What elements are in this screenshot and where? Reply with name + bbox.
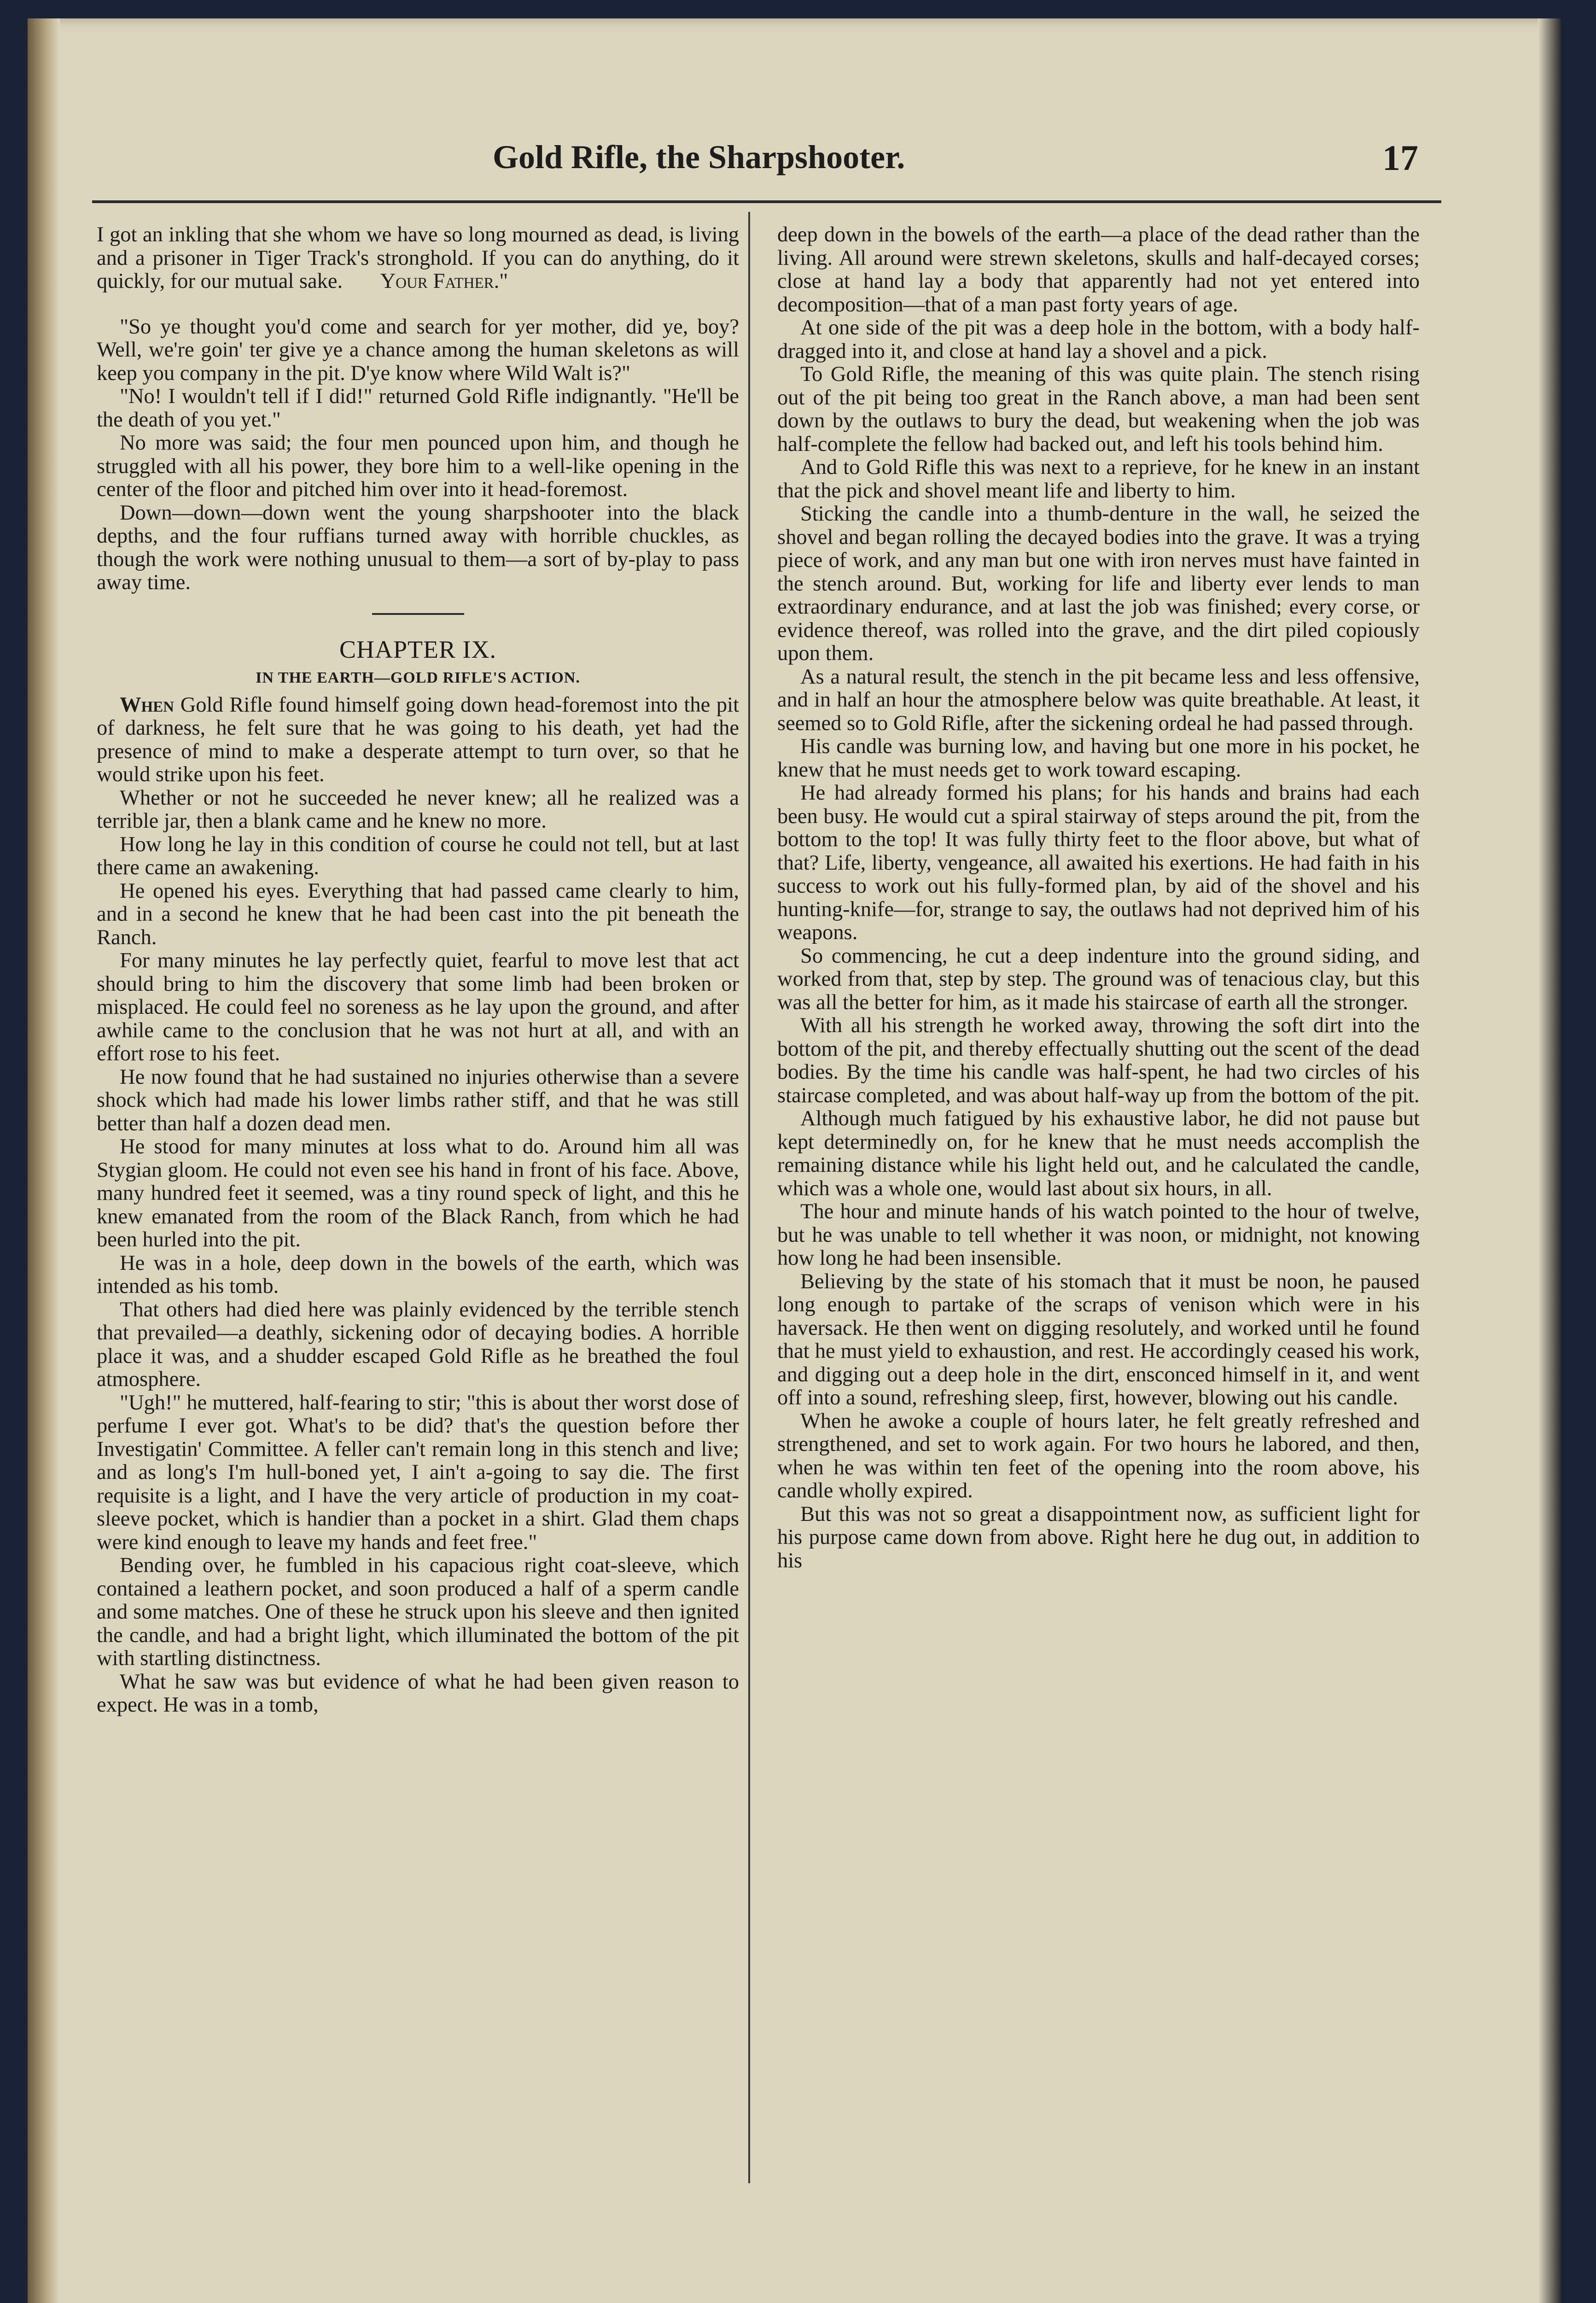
paragraph: At one side of the pit was a deep hole in the bottom, with a body half-dragged into it, and close at hand lay a shovel and a pick.: [777, 316, 1420, 363]
paragraph: Down—down—down went the young sharpshooter into the black depths, and the four ruffians turned away with horrible chuckles, as though the work were nothing unusual to them—a sort of by-play to pass away time.: [97, 501, 739, 594]
page-edge: [1538, 18, 1561, 2303]
right-column: [777, 223, 1420, 2204]
paragraph: "Ugh!" he muttered, half-fearing to stir; "this is about ther worst dose of perfume I ever got. What's to be did? that's the question before ther Investigatin' Committee. A feller can't remain long in this stench and live; and as long's I'm hull-boned yet, I ain't a-going to say die. The first requisite is a light, and I have the very article of production in my coat-sleeve pocket, which is handier than a pocket in a shirt. Glad them chaps were kind enough to leave my hands and feet free.": [97, 1391, 739, 1554]
paragraph: Whether or not he succeeded he never knew; all he realized was a terrible jar, then a blank came and he knew no more.: [97, 786, 739, 833]
running-head: Gold Rifle, the Sharpshooter.: [493, 139, 905, 175]
page-binding-shadow: [28, 18, 60, 2303]
paragraph: [97, 694, 739, 787]
section-rule: [372, 613, 464, 615]
book-page: [28, 18, 1561, 2303]
paragraph: He had already formed his plans; for his hands and brains had each been busy. He would cut a spiral stairway of steps around the pit, from the bottom to the top! It was fully thirty feet to the floor above, but what of that? Life, liberty, vengeance, all awaited his exertions. He had faith in his success to work out his fully-formed plan, by aid of the shovel and his hunting-knife—for, strange to say, the outlaws had not deprived him of his weapons.: [777, 781, 1420, 944]
paragraph: But this was not so great a disappointment now, as sufficient light for his purpose came down from above. Right here he dug out, in addition to his: [777, 1502, 1420, 1572]
paragraph: Sticking the candle into a thumb-denture in the wall, he seized the shovel and began rolling the decayed bodies into the grave. It was a trying piece of work, and any man but one with iron nerves must have fainted in the stench around. But, working for life and liberty ever lends to man extraordinary endurance, and at last the job was finished; every corse, or evidence thereof, was rolled into the grave, and the dirt piled copiously upon them.: [777, 502, 1420, 665]
paragraph: His candle was burning low, and having but one more in his pocket, he knew that he must needs get to work toward escaping.: [777, 735, 1420, 782]
paragraph: With all his strength he worked away, throwing the soft dirt into the bottom of the pit, and thereby effectually shutting out the scent of the dead bodies. By the time his candle was half-spent, he had two circles of his staircase completed, and was about half-way up from the bottom of the pit.: [777, 1014, 1420, 1107]
paragraph: For many minutes he lay perfectly quiet, fearful to move lest that act should bring to him the discovery that some limb had been broken or misplaced. He could feel no soreness as he lay upon the ground, and after awhile came to the conclusion that he was not hurt at all, and with an effort rose to his feet.: [97, 949, 739, 1065]
paragraph: The hour and minute hands of his watch pointed to the hour of twelve, but he was unable to tell whether it was noon, or midnight, not knowing how long he had been insensible.: [777, 1200, 1420, 1270]
letter-signature: Your Father.": [380, 269, 508, 293]
paragraph-text: Gold Rifle found himself going down head-foremost into the pit of darkness, he felt sure that he was going to his death, yet had the presence of mind to make a desperate attempt to turn over, so that he would strike upon his feet.: [97, 693, 739, 786]
paragraph: When he awoke a couple of hours later, he felt greatly refreshed and strengthened, and set to work again. For two hours he labored, and then, when he was within ten feet of the opening into the room above, his candle wholly expired.: [777, 1409, 1420, 1502]
letter-text: I got an inkling that she whom we have so long mourned as dead, is living and a prisoner in Tiger Track's stronghold. If you can do anything, do it quickly, for our mutual sake.: [97, 223, 739, 293]
paragraph: And to Gold Rifle this was next to a reprieve, for he knew in an instant that the pick and shovel meant life and liberty to him.: [777, 456, 1420, 503]
paragraph: He was in a hole, deep down in the bowels of the earth, which was intended as his tomb.: [97, 1251, 739, 1298]
paragraph: "No! I wouldn't tell if I did!" returned Gold Rifle indignantly. "He'll be the death of you yet.": [97, 385, 739, 432]
paragraph: He opened his eyes. Everything that had passed came clearly to him, and in a second he knew that he had been cast into the pit beneath the Ranch.: [97, 879, 739, 949]
paragraph: How long he lay in this condition of course he could not tell, but at last there came an awakening.: [97, 832, 739, 879]
column-divider: [748, 212, 750, 2183]
chapter-subtitle: IN THE EARTH—GOLD RIFLE'S ACTION.: [256, 669, 580, 686]
paragraph: "So ye thought you'd come and search for yer mother, did ye, boy? Well, we're goin' ter give ye a chance among the human skeletons as will keep you company in the pit. D'ye know where Wild Walt is?": [97, 315, 739, 385]
paragraph: Believing by the state of his stomach that it must be noon, he paused long enough to partake of the scraps of venison which were in his haversack. He then went on digging resolutely, and worked until he found that he must yield to exhaustion, and rest. He accordingly ceased his work, and digging out a deep hole in the dirt, ensconced himself in it, and went off into a sound, refreshing sleep, first, however, blowing out his candle.: [777, 1269, 1420, 1409]
paragraph: As a natural result, the stench in the pit became less and less offensive, and in half an hour the atmosphere below was quite breathable. At least, it seemed so to Gold Rifle, after the sickening ordeal he had passed through.: [777, 665, 1420, 735]
paragraph: deep down in the bowels of the earth—a place of the dead rather than the living. All around were strewn skeletons, skulls and half-decayed corses; close at hand lay a body that apparently had not yet entered into decomposition—that of a man past forty years of age.: [777, 223, 1420, 316]
paragraph: Bending over, he fumbled in his capacious right coat-sleeve, which contained a leathern pocket, and soon produced a half of a sperm candle and some matches. One of these he struck upon his sleeve and then ignited the candle, and had a bright light, which illuminated the bottom of the pit with startling distinctness.: [97, 1554, 739, 1670]
left-column: [97, 223, 739, 2204]
header-rule: [92, 200, 1441, 203]
chapter-title: CHAPTER IX.: [339, 635, 496, 663]
watermark-logo: [1149, 2295, 1564, 2303]
paragraph: To Gold Rifle, the meaning of this was quite plain. The stench rising out of the pit being too great in the Ranch above, a man had been sent down by the outlaws to bury the dead, but weakening when the job was half-complete the fellow had backed out, and left his tools behind him.: [777, 362, 1420, 456]
paragraph: No more was said; the four men pounced upon him, and though he struggled with all his power, they bore him to a well-like opening in the center of the floor and pitched him over into it head-foremost.: [97, 431, 739, 501]
paragraph: He stood for many minutes at loss what to do. Around him all was Stygian gloom. He could not even see his hand in front of his face. Above, many hundred feet it seemed, was a tiny round speck of light, and this he knew emanated from the room of the Black Ranch, from which he had been hurled into the pit.: [97, 1135, 739, 1251]
lead-word: When: [120, 693, 175, 717]
paragraph: What he saw was but evidence of what he had been given reason to expect. He was in a tomb,: [97, 1670, 739, 1717]
paragraph: Although much fatigued by his exhaustive labor, he did not pause but kept determinedly on, for he knew that he must needs accomplish the remaining distance while his light held out, and he calculated the candle, which was a whole one, would last about six hours, in all.: [777, 1107, 1420, 1200]
page-number: 17: [1382, 138, 1418, 178]
paragraph: So commencing, he cut a deep indenture into the ground siding, and worked from that, step by step. The ground was of tenacious clay, but this was all the better for him, as it made his staircase of earth all the stronger.: [777, 944, 1420, 1014]
paragraph: He now found that he had sustained no injuries otherwise than a severe shock which had made his lower limbs rather stiff, and that he was still better than half a dozen dead men.: [97, 1065, 739, 1135]
paragraph: [97, 223, 739, 293]
paragraph: That others had died here was plainly evidenced by the terrible stench that prevailed—a deathly, sickening odor of decaying bodies. A horrible place it was, and a shudder escaped Gold Rifle as he breathed the foul atmosphere.: [97, 1298, 739, 1391]
